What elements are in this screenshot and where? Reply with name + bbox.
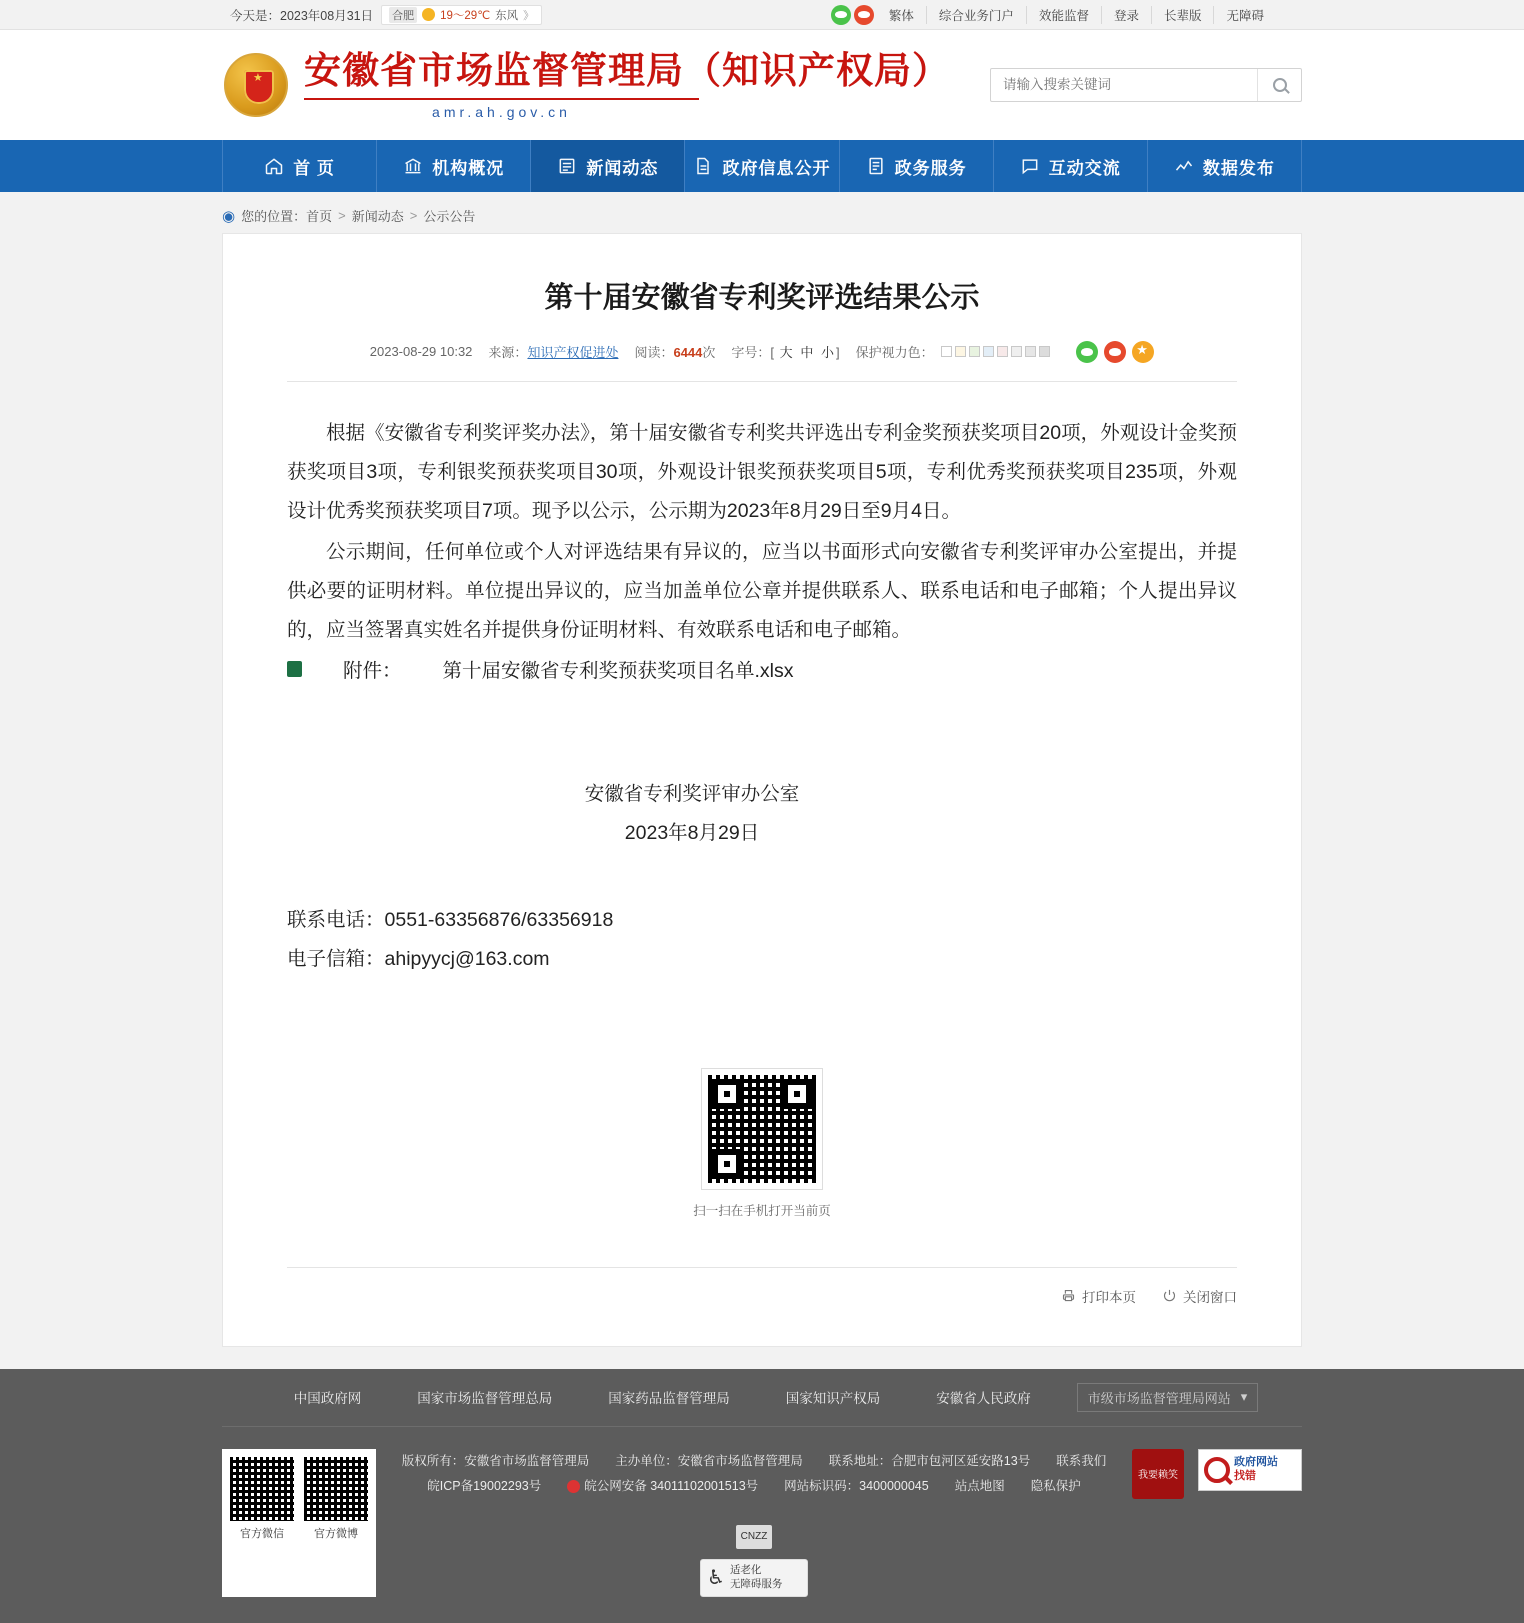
footer-link-gov-cn[interactable]: 中国政府网 [293, 1391, 362, 1407]
location-pin-icon: ◉ [222, 207, 236, 225]
site-title: 安徽省市场监督管理局（知识产权局） [304, 49, 950, 91]
breadcrumb [222, 192, 1302, 233]
privacy-link[interactable]: 隐私保护 [1030, 1478, 1081, 1493]
meta-divider [287, 381, 1237, 382]
city-site-select[interactable] [1077, 1383, 1259, 1412]
breadcrumb-separator: > [409, 208, 418, 223]
contact-block [287, 901, 1237, 979]
font-size-large[interactable]: 大 [779, 345, 793, 361]
footer-link-anhui-gov[interactable]: 安徽省人民政府 [936, 1391, 1031, 1407]
police-badge-icon [567, 1480, 580, 1493]
wechat-qr-caption: 官方微信 [240, 1527, 284, 1540]
news-icon [557, 156, 577, 176]
top-bar [0, 0, 1524, 30]
icp-link[interactable]: 皖ICP备19002293号 [427, 1478, 542, 1493]
share-buttons [1076, 341, 1154, 363]
footer-body [222, 1427, 1302, 1597]
gov-site-error-badge[interactable] [1198, 1449, 1302, 1491]
today-date: 今天是：2023年08月31日 [230, 8, 374, 23]
footer-link-samr[interactable]: 国家市场监督管理总局 [417, 1391, 553, 1407]
attachment-label: 附件： [343, 659, 402, 682]
print-label: 打印本页 [1082, 1289, 1136, 1305]
copyright: 版权所有：安徽省市场监督管理局 [401, 1453, 590, 1468]
footer-info [398, 1449, 1110, 1549]
footer-info-row-1 [398, 1449, 1110, 1474]
font-size-small[interactable]: 小 [820, 345, 834, 361]
footer-qr-group [222, 1449, 376, 1597]
nav-item-service[interactable] [840, 140, 994, 192]
eyecare-swatch[interactable] [983, 346, 994, 357]
breadcrumb-item-announcement[interactable]: 公示公告 [423, 209, 476, 224]
signature-date: 2023年8月29日 [624, 821, 760, 844]
topbar-right [831, 5, 1264, 25]
nav-label-news: 新闻动态 [586, 158, 659, 178]
print-button[interactable] [1061, 1286, 1136, 1306]
xlsx-file-icon: X [287, 661, 302, 677]
site-footer [0, 1369, 1524, 1623]
font-size-control [731, 342, 839, 361]
weather-temp: 19～29℃ [440, 9, 491, 22]
main-nav [0, 140, 1524, 192]
page-title: 第十届安徽省专利奖评选结果公示 [544, 282, 980, 314]
wechat-qr-image [230, 1457, 294, 1521]
article-card [222, 233, 1302, 1347]
site-identity [304, 50, 950, 121]
footer-qr-wechat [230, 1457, 294, 1589]
article-paragraph-2: 公示期间，任何单位或个人对评选结果有异议的，应当以书面形式向安徽省专利奖评审办公室提出，并提供必要的证明材料。单位提出异议的，应当加盖单位公章并提供联系人、联系电话和电子邮箱；个人提出异议的，应当签署真实姓名并提供身份证明材料、有效联系电话和电子邮箱。 [287, 540, 1237, 641]
gov-badge-line-2: 找错 [1234, 1469, 1256, 1482]
footer-qr-weibo [304, 1457, 368, 1589]
chart-icon [1174, 156, 1194, 176]
footer-link-cnipa[interactable]: 国家知识产权局 [785, 1391, 881, 1407]
eyecare-swatch[interactable] [1011, 346, 1022, 357]
footer-link-nmpa[interactable]: 国家药品监督管理局 [608, 1391, 730, 1407]
nav-item-govinfo[interactable] [685, 140, 839, 192]
article-paragraph-1: 根据《安徽省专利奖评奖办法》，第十届安徽省专利奖共评选出专利金奖预获奖项目20项，外观设计金奖预获奖项目3项，专利银奖预获奖项目30项，外观设计银奖预获奖项目5项，专利优秀奖预获奖项目235项，外观设计优秀奖预获奖项目7项。现予以公示，公示期为2023年8月29日至9月4日。 [287, 421, 1237, 522]
search-icon [1273, 78, 1287, 92]
national-emblem-icon: ★ [222, 51, 290, 119]
nav-item-data[interactable] [1148, 140, 1302, 192]
chevron-down-icon: ▾ [1240, 1389, 1248, 1405]
contact-email: 电子信箱：ahipyycj@163.com [287, 947, 550, 970]
footer-badges [1132, 1449, 1302, 1597]
accessibility-line-2: 无障碍服务 [729, 1577, 783, 1590]
eyecare-swatch[interactable] [1039, 346, 1050, 357]
close-window-button[interactable] [1162, 1286, 1237, 1306]
read-label: 阅读： [634, 345, 674, 361]
qr-section [287, 1069, 1237, 1219]
service-icon [866, 156, 886, 176]
police-record[interactable] [567, 1474, 758, 1499]
nav-item-news[interactable] [531, 140, 685, 192]
search-button[interactable] [1257, 69, 1301, 101]
weibo-share-icon[interactable] [1104, 341, 1126, 363]
eyecare-swatch[interactable] [941, 346, 952, 357]
read-unit: 次 [702, 345, 716, 361]
eyecare-swatch[interactable] [955, 346, 966, 357]
source-wrap [488, 342, 618, 361]
qr-caption: 扫一扫在手机打开当前页 [693, 1203, 831, 1218]
read-wrap [634, 342, 715, 361]
weibo-qr-image [304, 1457, 368, 1521]
address: 联系地址：合肥市包河区延安路13号 [828, 1453, 1031, 1468]
eyecare-label: 保护视力色： [855, 345, 934, 361]
complaint-badge[interactable]: 我要赖笑 [1132, 1449, 1184, 1499]
contact-us-link[interactable]: 联系我们 [1056, 1453, 1107, 1468]
eyecare-control [856, 342, 1051, 361]
site-header [0, 30, 1524, 140]
footer-links [222, 1369, 1302, 1427]
nav-item-about[interactable] [377, 140, 531, 192]
sun-icon [422, 8, 435, 21]
topbar-link-accessibility[interactable]: 无障碍 [1226, 8, 1264, 23]
topbar-link-portal[interactable]: 综合业务门户 [927, 6, 1027, 24]
wheelchair-icon: ♿ [707, 1567, 725, 1590]
favorite-icon[interactable] [1132, 341, 1154, 363]
footer-center [398, 1449, 1110, 1597]
nav-label-home: 首 页 [293, 158, 335, 178]
weibo-icon[interactable] [854, 5, 874, 25]
source-label: 来源： [488, 345, 528, 361]
weather-widget[interactable] [381, 5, 542, 25]
search-input[interactable] [991, 69, 1257, 101]
accessibility-line-1: 适老化 [729, 1564, 762, 1577]
topbar-link-login[interactable]: 登录 [1102, 6, 1152, 24]
nav-item-home[interactable] [222, 140, 377, 192]
gov-site-error-label [1234, 1456, 1278, 1482]
breadcrumb-item-home[interactable]: 首页 [306, 209, 333, 224]
city-site-select-label: 市级市场监督管理局网站 [1087, 1390, 1231, 1406]
breadcrumb-prefix: 您的位置： [241, 209, 307, 224]
printer-icon [1061, 1288, 1076, 1303]
gov-badge-line-1: 政府网站 [1234, 1456, 1278, 1469]
weibo-qr-caption: 官方微博 [314, 1527, 358, 1540]
footer-info-row-2 [398, 1474, 1110, 1549]
eyecare-swatch[interactable] [969, 346, 980, 357]
nav-label-about: 机构概况 [432, 158, 505, 178]
eyecare-swatches [941, 346, 1050, 357]
accessibility-badge-label [730, 1564, 783, 1590]
topbar-left [230, 5, 542, 25]
article-tools [287, 1286, 1237, 1306]
site-code: 网站标识码：3400000045 [784, 1478, 929, 1493]
signature-block [287, 775, 1237, 853]
attachment-row[interactable] [287, 652, 1237, 691]
weather-wind: 东风 [495, 9, 519, 22]
close-window-label: 关闭窗口 [1183, 1289, 1237, 1305]
police-record-label: 皖公网安备 34011102001513号 [584, 1478, 759, 1493]
qr-code-image [702, 1069, 822, 1189]
nav-item-interaction[interactable] [994, 140, 1148, 192]
sitemap-link[interactable]: 站点地图 [954, 1478, 1005, 1493]
topbar-link-elder[interactable]: 长辈版 [1152, 6, 1215, 24]
breadcrumb-separator: > [338, 208, 346, 223]
eyecare-swatch[interactable] [997, 346, 1008, 357]
contact-phone: 联系电话：0551-63356876/63356918 [287, 908, 614, 931]
chevron-right-icon[interactable]: 》 [523, 9, 535, 22]
accessibility-badge[interactable] [700, 1559, 808, 1597]
article-body [287, 414, 1237, 979]
bracket-close: ] [835, 345, 840, 361]
bank-icon [403, 156, 423, 176]
publish-date: 2023-08-29 10:32 [369, 344, 473, 360]
cnzz-badge[interactable]: CNZZ [736, 1525, 773, 1549]
nav-label-data: 数据发布 [1202, 158, 1275, 178]
read-count: 6444 [673, 345, 703, 361]
source-link[interactable]: 知识产权促进处 [527, 345, 619, 361]
search-box[interactable] [990, 68, 1302, 102]
attachment-name[interactable]: 第十届安徽省专利奖预获奖项目名单.xlsx [442, 659, 794, 682]
power-icon [1162, 1288, 1177, 1303]
chat-icon [1020, 156, 1040, 176]
home-icon [264, 156, 284, 176]
host-unit: 主办单位：安徽省市场监督管理局 [615, 1453, 803, 1468]
wechat-icon[interactable] [831, 5, 851, 25]
search-ring-icon [1204, 1457, 1230, 1483]
topbar-link-supervision[interactable]: 效能监督 [1027, 6, 1102, 24]
article-meta [287, 341, 1237, 363]
bracket-open: [ [770, 345, 775, 361]
wechat-share-icon[interactable] [1076, 341, 1098, 363]
signature-org: 安徽省专利奖评审办公室 [584, 782, 800, 805]
article-footer-divider [287, 1267, 1237, 1268]
weather-city: 合肥 [389, 7, 417, 23]
document-icon [693, 156, 713, 176]
font-size-medium[interactable]: 中 [800, 345, 814, 361]
eyecare-swatch[interactable] [1025, 346, 1036, 357]
nav-label-service: 政务服务 [894, 158, 967, 178]
topbar-link-traditional[interactable]: 繁体 [877, 6, 927, 24]
nav-label-govinfo: 政府信息公开 [722, 158, 831, 178]
nav-label-interaction: 互动交流 [1048, 158, 1121, 178]
site-url: amr.ah.gov.cn [304, 98, 699, 120]
font-size-label: 字号： [731, 345, 771, 361]
breadcrumb-item-news[interactable]: 新闻动态 [351, 209, 404, 224]
